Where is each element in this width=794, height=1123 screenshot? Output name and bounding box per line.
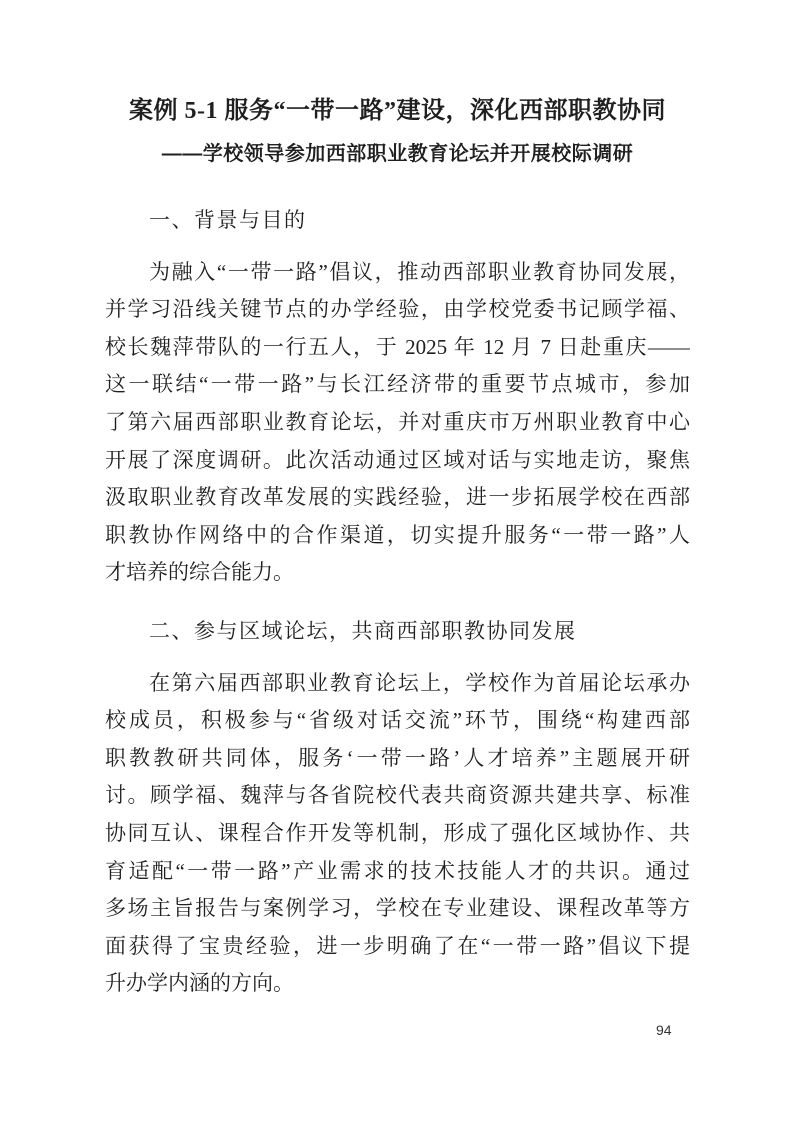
body-line: 面获得了宝贵经验，进一步明确了在“一带一路”倡议下提 <box>105 933 690 958</box>
body-line: 育适配“一带一路”产业需求的技术技能人才的共识。通过 <box>105 858 690 883</box>
doc-title: 案例 5-1 服务“一带一路”建设，深化西部职教协同 <box>129 98 666 124</box>
paragraph-forum <box>105 665 690 1003</box>
body-line: 校成员，积极参与“省级对话交流”环节，围绕“构建西部 <box>105 708 690 733</box>
body-line: 并学习沿线关键节点的办学经验，由学校党委书记顾学福、 <box>105 297 690 322</box>
body-line: 在第六届西部职业教育论坛上，学校作为首届论坛承办 <box>149 670 690 695</box>
doc-subtitle: ——学校领导参加西部职业教育论坛并开展校际调研 <box>161 143 634 165</box>
body-line: 协同互认、课程合作开发等机制，形成了强化区域协作、共 <box>105 820 690 845</box>
paragraph-background <box>105 254 690 592</box>
body-line: 这一联结“一带一路”与长江经济带的重要节点城市，参加 <box>105 372 690 397</box>
section-heading-forum: 二、参与区域论坛，共商西部职教协同发展 <box>149 618 577 643</box>
body-line: 开展了深度调研。此次活动通过区域对话与实地走访，聚焦 <box>105 447 690 472</box>
body-line: 为融入“一带一路”倡议，推动西部职业教育协同发展， <box>149 259 690 284</box>
body-line: 才培养的综合能力。 <box>105 560 294 585</box>
body-line: 多场主旨报告与案例学习，学校在专业建设、课程改革等方 <box>105 896 690 921</box>
section-heading-background: 一、背景与目的 <box>149 208 307 232</box>
page-number: 94 <box>656 1022 672 1038</box>
body-line: 了第六届西部职业教育论坛，并对重庆市万州职业教育中心 <box>105 409 690 434</box>
body-line: 升办学内涵的方向。 <box>105 971 294 996</box>
body-line: 讨。顾学福、魏萍与各省院校代表共商资源共建共享、标准 <box>105 783 690 808</box>
body-line: 汲取职业教育改革发展的实践经验，进一步拓展学校在西部 <box>105 485 690 510</box>
body-line: 职教教研共同体，服务‘一带一路’人才培养”主题展开研 <box>105 745 690 770</box>
body-line: 职教协作网络中的合作渠道，切实提升服务“一带一路”人 <box>105 522 690 547</box>
body-line: 校长魏萍带队的一行五人，于 2025 年 12 月 7 日赴重庆—— <box>105 334 690 359</box>
